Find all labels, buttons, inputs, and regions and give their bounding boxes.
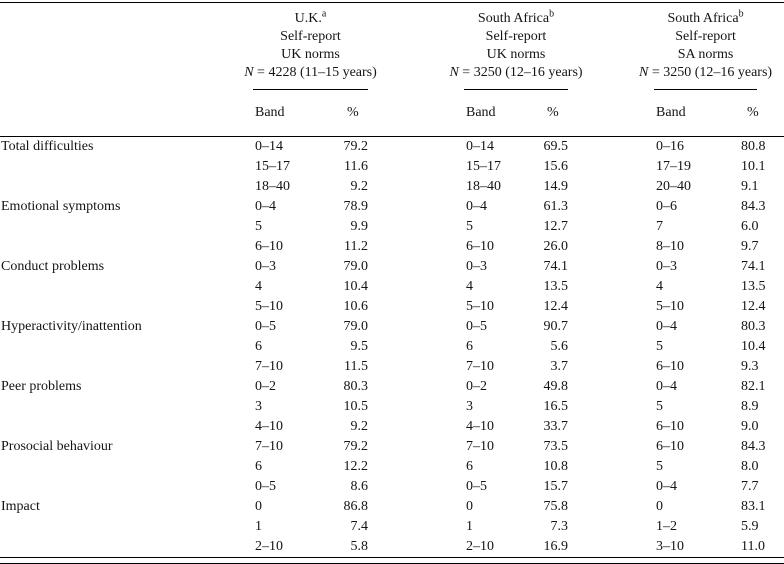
band-cell: 0 bbox=[656, 498, 664, 514]
band-cell: 2–10 bbox=[464, 537, 541, 558]
band-cell: 4 bbox=[255, 278, 262, 294]
band-cell: 17–19 bbox=[656, 158, 692, 174]
band-cell: 5–10 bbox=[255, 298, 283, 314]
group-norms: UK norms bbox=[281, 47, 340, 62]
pct-cell: 75.8 bbox=[543, 498, 569, 514]
group-norms: SA norms bbox=[677, 47, 734, 62]
band-cell: 7–10 bbox=[466, 358, 494, 374]
pct-cell: 90.7 bbox=[543, 318, 569, 334]
pct-cell: 9.2 bbox=[350, 178, 368, 194]
band-cell: 0–5 bbox=[255, 478, 276, 494]
pct-cell: 84.3 bbox=[741, 438, 766, 454]
band-cell: 1 bbox=[255, 518, 262, 534]
bottom-double-rule bbox=[0, 563, 784, 564]
pct-cell: 13.5 bbox=[741, 278, 766, 294]
pct-cell: 61.3 bbox=[543, 198, 569, 214]
pct-cell: 15.6 bbox=[543, 158, 569, 174]
group-method: Self-report bbox=[675, 29, 736, 44]
band-header: Band bbox=[464, 90, 541, 136]
pct-cell: 11.5 bbox=[344, 358, 368, 374]
pct-cell: 9.5 bbox=[350, 338, 368, 354]
row-label: Conduct problems bbox=[1, 258, 105, 274]
pct-cell: 26.0 bbox=[543, 238, 569, 254]
table-row bbox=[0, 497, 784, 517]
pct-cell: 80.3 bbox=[741, 318, 766, 334]
band-cell: 7–10 bbox=[255, 358, 283, 374]
group-method: Self-report bbox=[280, 29, 341, 44]
band-cell: 0–4 bbox=[466, 198, 487, 214]
footnote-marker: b bbox=[738, 8, 744, 20]
row-label: Total difficulties bbox=[1, 138, 94, 154]
band-cell: 4 bbox=[656, 278, 664, 294]
group-sample: N = 4228 (11–15 years) bbox=[244, 65, 377, 80]
column-group-header-sa-sanorms bbox=[638, 3, 784, 91]
pct-cell: 8.6 bbox=[350, 478, 368, 494]
band-cell: 4–10 bbox=[466, 418, 494, 434]
column-group-header-sa-uknorms bbox=[449, 3, 654, 91]
footnote-marker: b bbox=[549, 8, 555, 20]
band-cell: 3 bbox=[255, 398, 262, 414]
band-cell: 0–14 bbox=[255, 138, 283, 154]
table-row bbox=[0, 277, 784, 297]
pct-cell: 79.0 bbox=[343, 258, 368, 274]
pct-cell: 7.3 bbox=[550, 518, 569, 534]
percent-header: % bbox=[741, 90, 784, 136]
pct-cell: 79.2 bbox=[343, 138, 368, 154]
band-header: Band bbox=[253, 90, 341, 136]
table-row bbox=[0, 517, 784, 537]
pct-cell: 12.7 bbox=[543, 218, 569, 234]
pct-cell: 6.0 bbox=[741, 218, 759, 234]
row-label bbox=[0, 297, 253, 317]
pct-cell: 11.6 bbox=[344, 158, 368, 174]
pct-cell: 9.9 bbox=[350, 218, 368, 234]
band-cell: 0–5 bbox=[255, 318, 276, 334]
group-underline-rule bbox=[654, 89, 757, 90]
band-cell: 6 bbox=[466, 338, 473, 354]
row-label bbox=[0, 477, 253, 497]
band-cell: 18–40 bbox=[255, 178, 290, 194]
sdq-norms-table bbox=[0, 2, 784, 558]
table-row bbox=[0, 417, 784, 437]
group-sample: N = 3250 (12–16 years) bbox=[638, 65, 773, 80]
table-row bbox=[0, 437, 784, 457]
table-row bbox=[0, 177, 784, 197]
pct-cell: 80.8 bbox=[741, 138, 766, 154]
pct-cell: 14.9 bbox=[543, 178, 569, 194]
pct-cell: 15.7 bbox=[543, 478, 569, 494]
row-label bbox=[0, 457, 253, 477]
corner-cell bbox=[0, 3, 253, 91]
band-cell: 6 bbox=[255, 338, 262, 354]
pct-cell: 10.4 bbox=[343, 278, 368, 294]
table-row bbox=[0, 297, 784, 317]
row-label: Peer problems bbox=[1, 378, 82, 394]
pct-cell: 69.5 bbox=[543, 138, 569, 154]
band-cell: 8–10 bbox=[656, 238, 685, 254]
pct-cell: 12.4 bbox=[741, 298, 766, 314]
group-underline-rule bbox=[464, 89, 568, 90]
group-country: U.K.$^a$ bbox=[294, 8, 327, 26]
group-country: South Africa$^b$ bbox=[667, 8, 744, 26]
band-cell: 7 bbox=[656, 218, 664, 234]
band-cell: 5 bbox=[466, 218, 473, 234]
pct-cell: 49.8 bbox=[543, 378, 569, 394]
group-method: Self-report bbox=[485, 29, 547, 44]
band-cell: 5 bbox=[656, 338, 664, 354]
table-row bbox=[0, 257, 784, 277]
row-label bbox=[0, 357, 253, 377]
row-label bbox=[0, 337, 253, 357]
table-row bbox=[0, 477, 784, 497]
row-label bbox=[0, 157, 253, 177]
row-label: Impact bbox=[1, 498, 40, 514]
table-row bbox=[0, 377, 784, 397]
footnote-marker: a bbox=[321, 8, 327, 20]
band-cell: 6 bbox=[255, 458, 262, 474]
table-row bbox=[0, 317, 784, 337]
band-cell: 4 bbox=[466, 278, 473, 294]
band-cell: 0–5 bbox=[466, 318, 487, 334]
band-cell: 7–10 bbox=[466, 438, 494, 454]
band-cell: 0 bbox=[255, 498, 262, 514]
band-cell: 5–10 bbox=[656, 298, 685, 314]
band-cell: 6 bbox=[466, 458, 473, 474]
pct-cell: 3.7 bbox=[550, 358, 569, 374]
group-header-row bbox=[0, 3, 784, 91]
band-cell: 18–40 bbox=[466, 178, 501, 194]
table-row bbox=[0, 457, 784, 477]
pct-cell: 74.1 bbox=[741, 258, 766, 274]
band-cell: 0–16 bbox=[656, 138, 685, 154]
row-label bbox=[0, 217, 253, 237]
pct-cell: 80.3 bbox=[343, 378, 368, 394]
row-label bbox=[0, 517, 253, 537]
pct-cell: 83.1 bbox=[741, 498, 766, 514]
row-label bbox=[0, 537, 253, 558]
table-row bbox=[0, 237, 784, 257]
pct-cell: 79.0 bbox=[343, 318, 368, 334]
table-row bbox=[0, 357, 784, 377]
band-cell: 0–3 bbox=[656, 258, 678, 274]
pct-cell: 5.8 bbox=[341, 537, 464, 558]
row-label bbox=[0, 277, 253, 297]
band-cell: 0–4 bbox=[656, 378, 678, 394]
band-cell: 2–10 bbox=[253, 537, 341, 558]
band-cell: 4–10 bbox=[255, 418, 283, 434]
pct-cell: 74.1 bbox=[543, 258, 569, 274]
pct-cell: 82.1 bbox=[741, 378, 766, 394]
band-cell: 6–10 bbox=[255, 238, 283, 254]
band-cell: 0–3 bbox=[255, 258, 276, 274]
table-row bbox=[0, 337, 784, 357]
row-label: Emotional symptoms bbox=[1, 198, 121, 214]
band-header: Band bbox=[654, 90, 741, 136]
band-cell: 5 bbox=[656, 398, 664, 414]
band-cell: 5 bbox=[656, 458, 664, 474]
band-cell: 0–14 bbox=[466, 138, 494, 154]
band-cell: 5–10 bbox=[466, 298, 494, 314]
band-cell: 0–4 bbox=[656, 318, 678, 334]
pct-cell: 9.7 bbox=[741, 238, 759, 254]
band-cell: 3–10 bbox=[654, 537, 741, 558]
percent-header: % bbox=[541, 90, 654, 136]
pct-cell: 5.9 bbox=[741, 518, 759, 534]
pct-cell: 10.1 bbox=[741, 158, 766, 174]
pct-cell: 84.3 bbox=[741, 198, 766, 214]
table-body bbox=[0, 136, 784, 557]
band-cell: 6–10 bbox=[466, 238, 494, 254]
group-sample: N = 3250 (12–16 years) bbox=[449, 65, 583, 80]
sub-header-row bbox=[0, 90, 784, 136]
band-cell: 0–4 bbox=[656, 478, 678, 494]
pct-cell: 7.4 bbox=[350, 518, 368, 534]
band-cell: 1 bbox=[466, 518, 473, 534]
column-group-header-uk bbox=[244, 3, 464, 91]
pct-cell: 16.9 bbox=[541, 537, 654, 558]
pct-cell: 79.2 bbox=[343, 438, 368, 454]
row-label bbox=[0, 397, 253, 417]
band-cell: 0–2 bbox=[255, 378, 276, 394]
band-cell: 0–3 bbox=[466, 258, 487, 274]
pct-cell: 9.1 bbox=[741, 178, 759, 194]
pct-cell: 9.0 bbox=[741, 418, 759, 434]
percent-header: % bbox=[341, 90, 464, 136]
pct-cell: 8.0 bbox=[741, 458, 759, 474]
pct-cell: 33.7 bbox=[543, 418, 569, 434]
pct-cell: 5.6 bbox=[550, 338, 569, 354]
band-cell: 0 bbox=[466, 498, 473, 514]
band-cell: 0–2 bbox=[466, 378, 487, 394]
table-row bbox=[0, 197, 784, 217]
pct-cell: 10.6 bbox=[343, 298, 368, 314]
group-norms: UK norms bbox=[486, 47, 546, 62]
table-row bbox=[0, 136, 784, 157]
table-row bbox=[0, 537, 784, 558]
row-label: Hyperactivity/inattention bbox=[1, 318, 142, 334]
pct-cell: 86.8 bbox=[343, 498, 368, 514]
band-cell: 7–10 bbox=[255, 438, 283, 454]
pct-cell: 8.9 bbox=[741, 398, 759, 414]
band-cell: 0–4 bbox=[255, 198, 276, 214]
band-cell: 0–5 bbox=[466, 478, 487, 494]
pct-cell: 73.5 bbox=[543, 438, 569, 454]
band-cell: 3 bbox=[466, 398, 473, 414]
row-label bbox=[0, 177, 253, 197]
corner-cell bbox=[0, 90, 253, 136]
pct-cell: 9.3 bbox=[741, 358, 759, 374]
band-cell: 5 bbox=[255, 218, 262, 234]
row-label: Prosocial behaviour bbox=[1, 438, 113, 454]
band-cell: 6–10 bbox=[656, 438, 685, 454]
pct-cell: 10.5 bbox=[343, 398, 368, 414]
table-row bbox=[0, 217, 784, 237]
band-cell: 0–6 bbox=[656, 198, 678, 214]
pct-cell: 16.5 bbox=[543, 398, 569, 414]
pct-cell: 10.8 bbox=[543, 458, 569, 474]
pct-cell: 12.4 bbox=[543, 298, 569, 314]
pct-cell: 11.2 bbox=[344, 238, 368, 254]
group-country: South Africa$^b$ bbox=[477, 8, 555, 26]
pct-cell: 7.7 bbox=[741, 478, 759, 494]
pct-cell: 9.2 bbox=[350, 418, 368, 434]
pct-cell: 10.4 bbox=[741, 338, 766, 354]
group-underline-rule bbox=[253, 89, 368, 90]
row-label bbox=[0, 237, 253, 257]
pct-cell: 11.0 bbox=[741, 537, 784, 558]
table-row bbox=[0, 397, 784, 417]
pct-cell: 12.2 bbox=[343, 458, 368, 474]
pct-cell: 78.9 bbox=[343, 198, 368, 214]
band-cell: 15–17 bbox=[466, 158, 501, 174]
band-cell: 15–17 bbox=[255, 158, 290, 174]
band-cell: 6–10 bbox=[656, 418, 685, 434]
table-row bbox=[0, 157, 784, 177]
band-cell: 20–40 bbox=[656, 178, 692, 194]
pct-cell: 13.5 bbox=[543, 278, 569, 294]
band-cell: 6–10 bbox=[656, 358, 685, 374]
band-cell: 1–2 bbox=[656, 518, 678, 534]
row-label bbox=[0, 417, 253, 437]
